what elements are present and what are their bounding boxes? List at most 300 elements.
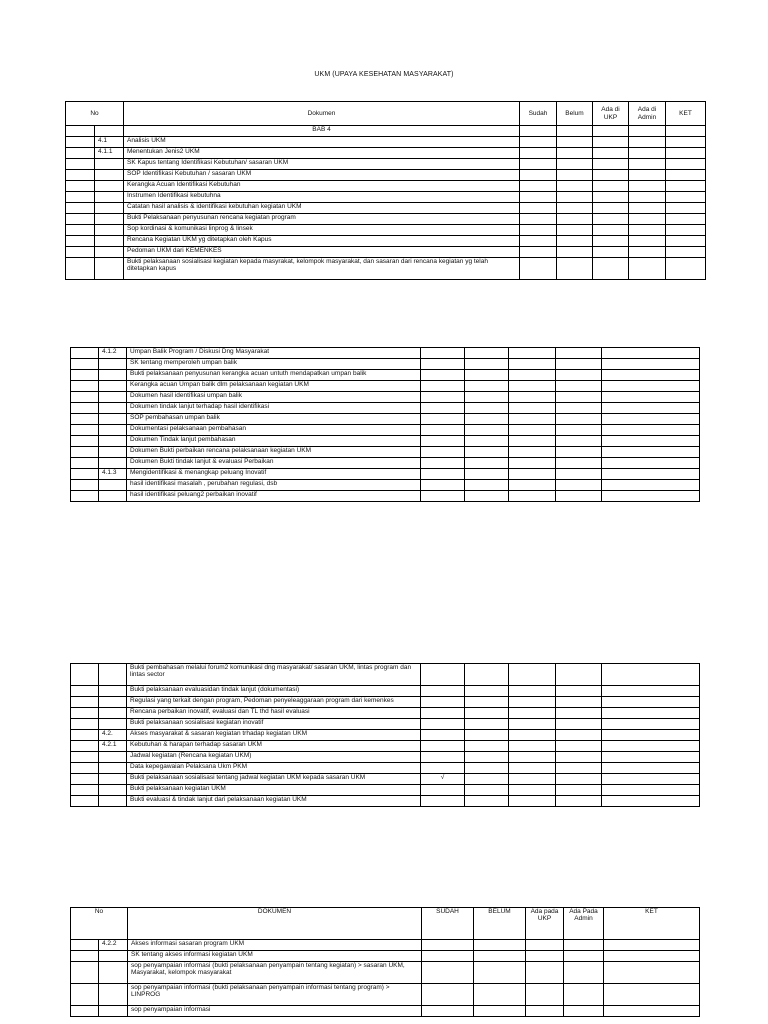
header-dokumen: Dokumen	[124, 102, 520, 126]
ket-cell	[602, 414, 700, 425]
ket-cell	[602, 403, 700, 414]
row-blank-cell	[66, 170, 95, 181]
belum-cell	[557, 247, 593, 258]
table-row	[71, 392, 700, 403]
row-number	[99, 984, 128, 1006]
row-number	[99, 359, 127, 370]
sudah-cell	[520, 159, 557, 170]
row-number	[99, 447, 127, 458]
table-row	[71, 940, 700, 951]
document-name: Menentukan Jenis2 UKM	[124, 148, 520, 159]
row-blank-cell	[66, 225, 95, 236]
row-blank-cell	[66, 192, 95, 203]
sudah-cell	[421, 664, 465, 686]
ada-ukp-cell	[593, 181, 629, 192]
sudah-cell	[422, 940, 474, 951]
row-blank-cell	[71, 392, 99, 403]
ada-admin-cell	[564, 984, 604, 1006]
ket-cell	[602, 436, 700, 447]
table-row	[71, 730, 700, 741]
row-number	[95, 247, 124, 258]
row-number	[99, 1006, 128, 1017]
row-blank-cell	[71, 403, 99, 414]
header-no: No	[66, 102, 124, 126]
row-blank-cell	[71, 763, 99, 774]
row-number	[95, 192, 124, 203]
sudah-cell	[520, 203, 557, 214]
header-belum: Belum	[557, 102, 593, 126]
sudah-cell	[520, 247, 557, 258]
sudah-cell	[422, 962, 474, 984]
row-blank-cell	[66, 181, 95, 192]
ada-admin-cell	[556, 741, 602, 752]
belum-cell	[465, 392, 509, 403]
row-blank-cell	[66, 258, 95, 280]
sudah-cell	[520, 225, 557, 236]
sudah-cell	[520, 126, 557, 137]
ada-ukp-cell	[509, 348, 556, 359]
row-number: 4.1.2	[99, 348, 127, 359]
row-blank-cell	[71, 436, 99, 447]
sudah-cell	[520, 137, 557, 148]
document-name: Bukti evaluasi & tindak lanjut dari pelaksanaan kegiatan UKM	[127, 796, 421, 807]
sudah-cell: √	[421, 774, 465, 785]
ket-cell	[602, 796, 700, 807]
sudah-cell	[421, 752, 465, 763]
ada-ukp-cell	[509, 719, 556, 730]
ada-admin-cell	[556, 414, 602, 425]
table-row	[66, 236, 706, 247]
ket-cell	[666, 203, 706, 214]
document-name: Kerangka Acuan Identifikasi Kebutuhan	[124, 181, 520, 192]
ada-ukp-cell	[593, 258, 629, 280]
ket-cell	[604, 1006, 700, 1017]
ket-cell	[666, 214, 706, 225]
table-row	[66, 181, 706, 192]
ada-ukp-cell	[593, 247, 629, 258]
row-number: 4.2.1	[99, 741, 127, 752]
ada-admin-cell	[629, 203, 666, 214]
header-ada-ukp: Ada di UKP	[593, 102, 629, 126]
ada-admin-cell	[556, 719, 602, 730]
belum-cell	[557, 225, 593, 236]
row-blank-cell	[71, 425, 99, 436]
document-name: sop penyampaian informasi (bukti pelaksanaan penyampain tentang kegiatan) > sasaran UKM, Masyarakat, kelompok masyarakat	[128, 962, 422, 984]
document-name: Dokumen Bukti perbaikan rencana pelaksanaan kegiatan UKM	[127, 447, 421, 458]
row-number	[99, 774, 127, 785]
ada-ukp-cell	[509, 774, 556, 785]
document-name: SK tentang memperoleh umpan balik	[127, 359, 421, 370]
document-name: Akses masyarakat & sasaran kegiatan trhadap kegiatan UKM	[127, 730, 421, 741]
ada-admin-cell	[556, 381, 602, 392]
table-row	[71, 414, 700, 425]
document-name: Dokumen Tindak lanjut pembahasan	[127, 436, 421, 447]
row-number: 4.2.	[99, 730, 127, 741]
row-number	[99, 381, 127, 392]
row-blank-cell	[66, 137, 95, 148]
ada-admin-cell	[629, 159, 666, 170]
belum-cell	[465, 664, 509, 686]
ket-cell	[602, 719, 700, 730]
row-number: 4.2.2	[99, 940, 128, 951]
table-row	[71, 381, 700, 392]
belum-cell	[474, 951, 526, 962]
row-blank-cell	[71, 708, 99, 719]
ada-admin-cell	[556, 458, 602, 469]
header-ada-ukp: Ada pada UKP	[526, 908, 564, 940]
ada-admin-cell	[556, 436, 602, 447]
document-name: SK Kapus tentang Identifikasi Kebutuhan/ sasaran UKM	[124, 159, 520, 170]
row-blank-cell	[71, 962, 99, 984]
ada-ukp-cell	[593, 236, 629, 247]
table-row	[71, 447, 700, 458]
table-row	[66, 214, 706, 225]
row-number	[99, 414, 127, 425]
ket-cell	[602, 763, 700, 774]
sudah-cell	[421, 447, 465, 458]
document-name: Kerangka acuan Umpan balik dlm pelaksanaan kegiatan UKM	[127, 381, 421, 392]
ket-cell	[602, 447, 700, 458]
document-name: Rencana perbaikan inovatif, evaluasi dan TL thd hasil evaluasi	[127, 708, 421, 719]
ada-admin-cell	[629, 170, 666, 181]
row-number	[99, 686, 127, 697]
ket-cell	[602, 774, 700, 785]
ada-admin-cell	[556, 469, 602, 480]
ada-ukp-cell	[509, 730, 556, 741]
row-number	[95, 170, 124, 181]
row-number	[99, 708, 127, 719]
row-number	[99, 752, 127, 763]
document-name: SK tentang akses informasi kegiatan UKM	[128, 951, 422, 962]
ket-cell	[666, 170, 706, 181]
row-number	[99, 436, 127, 447]
document-name: Bukti pembahasan melalui forum2 komunikasi dng masyarakat/ sasaran UKM, lintas program dan lintas sector	[127, 664, 421, 686]
row-number	[95, 225, 124, 236]
ket-cell	[602, 697, 700, 708]
ket-cell	[602, 469, 700, 480]
belum-cell	[557, 126, 593, 137]
row-number	[99, 480, 127, 491]
belum-cell	[465, 796, 509, 807]
table-row	[66, 159, 706, 170]
document-name: Bukti pelaksanaan evaluasidan tindak lanjut (dokumentasi)	[127, 686, 421, 697]
belum-cell	[465, 348, 509, 359]
row-blank-cell	[71, 774, 99, 785]
ada-admin-cell	[556, 697, 602, 708]
table-row	[71, 962, 700, 984]
belum-cell	[465, 730, 509, 741]
document-name: sop penyampaian informasi	[128, 1006, 422, 1017]
row-number	[99, 370, 127, 381]
table-row	[66, 192, 706, 203]
table-row	[71, 951, 700, 962]
sudah-cell	[421, 741, 465, 752]
document-name: Umpan Balik Program / Diskusi Dng Masyarakat	[127, 348, 421, 359]
ada-ukp-cell	[509, 480, 556, 491]
table-row	[71, 741, 700, 752]
ket-cell	[602, 708, 700, 719]
sudah-cell	[421, 796, 465, 807]
ada-ukp-cell	[509, 697, 556, 708]
belum-cell	[557, 137, 593, 148]
row-blank-cell	[71, 664, 99, 686]
belum-cell	[557, 203, 593, 214]
table-row	[71, 480, 700, 491]
sudah-cell	[421, 348, 465, 359]
sudah-cell	[520, 170, 557, 181]
sudah-cell	[421, 785, 465, 796]
document-name: Dokumen Bukti tindak lanjut & evaluasi Perbaikan	[127, 458, 421, 469]
ada-ukp-cell	[526, 951, 564, 962]
table-row	[71, 469, 700, 480]
table-row	[71, 403, 700, 414]
belum-cell	[465, 425, 509, 436]
row-blank-cell	[66, 203, 95, 214]
row-number: 4.1	[95, 137, 124, 148]
document-table-4	[70, 907, 700, 1017]
ada-admin-cell	[629, 192, 666, 203]
sudah-cell	[421, 436, 465, 447]
document-name: Bukti pelaksanaan kegiatan UKM	[127, 785, 421, 796]
row-blank-cell	[71, 370, 99, 381]
header-ada-admin: Ada Pada Admin	[564, 908, 604, 940]
ket-cell	[602, 491, 700, 502]
document-name: Jadwal kegiatan (Rencana kegiatan UKM)	[127, 752, 421, 763]
document-name: hasil identifikasi masalah , perubahan regulasi, dsb	[127, 480, 421, 491]
ada-ukp-cell	[509, 359, 556, 370]
ket-cell	[666, 258, 706, 280]
table-row	[71, 425, 700, 436]
ada-ukp-cell	[593, 203, 629, 214]
ket-cell	[604, 984, 700, 1006]
sudah-cell	[422, 951, 474, 962]
document-table-1	[65, 101, 706, 280]
belum-cell	[465, 381, 509, 392]
table-row	[71, 359, 700, 370]
document-name: Mengidentifikasi & menangkap peluang Inovatif	[127, 469, 421, 480]
ada-ukp-cell	[509, 785, 556, 796]
document-name: Bukti Pelaksanaan penyusunan rencana kegiatan program	[124, 214, 520, 225]
table-row	[71, 348, 700, 359]
sudah-cell	[421, 403, 465, 414]
ket-cell	[604, 951, 700, 962]
row-blank-cell	[71, 458, 99, 469]
ada-admin-cell	[556, 403, 602, 414]
table-row	[66, 170, 706, 181]
belum-cell	[465, 708, 509, 719]
ada-admin-cell	[629, 148, 666, 159]
belum-cell	[465, 686, 509, 697]
header-ket: KET	[604, 908, 700, 940]
ada-admin-cell	[629, 214, 666, 225]
document-name: hasil identifikasi peluang2 perbaikan inovatif	[127, 491, 421, 502]
row-blank-cell	[71, 796, 99, 807]
row-blank-cell	[71, 381, 99, 392]
document-name: sop penyampaian informasi (bukti pelaksanaan penyampain informasi tentang program) > LINPROG	[128, 984, 422, 1006]
document-name: Dokumen hasil identifikasi umpan balik	[127, 392, 421, 403]
row-number	[95, 126, 124, 137]
ada-ukp-cell	[509, 491, 556, 502]
sudah-cell	[421, 491, 465, 502]
sudah-cell	[421, 458, 465, 469]
ket-cell	[666, 148, 706, 159]
belum-cell	[557, 258, 593, 280]
header-no: No	[71, 908, 128, 940]
document-name: SOP pembahasan umpan balik	[127, 414, 421, 425]
belum-cell	[465, 752, 509, 763]
ket-cell	[602, 741, 700, 752]
document-name: Instrumen Identifikasi kebutuhna	[124, 192, 520, 203]
ada-admin-cell	[556, 348, 602, 359]
ada-admin-cell	[556, 664, 602, 686]
document-table-2	[70, 347, 700, 502]
belum-cell	[465, 359, 509, 370]
belum-cell	[465, 697, 509, 708]
belum-cell	[465, 403, 509, 414]
table-row	[66, 126, 706, 137]
sudah-cell	[421, 763, 465, 774]
document-name: Dokumen tindak lanjut terhadap hasil identifikasi	[127, 403, 421, 414]
ket-cell	[666, 181, 706, 192]
ada-admin-cell	[556, 730, 602, 741]
belum-cell	[465, 370, 509, 381]
ket-cell	[602, 480, 700, 491]
row-number	[99, 664, 127, 686]
row-number	[99, 697, 127, 708]
row-blank-cell	[71, 1006, 99, 1017]
sudah-cell	[520, 214, 557, 225]
ada-admin-cell	[556, 763, 602, 774]
ada-ukp-cell	[509, 403, 556, 414]
ada-admin-cell	[564, 962, 604, 984]
ada-ukp-cell	[593, 159, 629, 170]
document-name: Bukti pelaksanaan sosialisasi kegiatan kepada masyrakat, kelompok masyarakat, dan sasaran dari rencana kegiatan yg telah ditetapkan kapus	[124, 258, 520, 280]
table-row	[71, 1006, 700, 1017]
ada-ukp-cell	[509, 392, 556, 403]
belum-cell	[474, 940, 526, 951]
sudah-cell	[421, 359, 465, 370]
ada-admin-cell	[629, 181, 666, 192]
table-row	[71, 697, 700, 708]
ket-cell	[666, 192, 706, 203]
ada-ukp-cell	[526, 962, 564, 984]
header-belum: BELUM	[474, 908, 526, 940]
belum-cell	[557, 148, 593, 159]
row-number	[95, 236, 124, 247]
ada-admin-cell	[564, 951, 604, 962]
belum-cell	[465, 763, 509, 774]
row-blank-cell	[71, 951, 99, 962]
document-name: Akses informasi sasaran program UKM	[128, 940, 422, 951]
ada-admin-cell	[556, 480, 602, 491]
row-blank-cell	[66, 159, 95, 170]
sudah-cell	[421, 480, 465, 491]
ada-ukp-cell	[509, 763, 556, 774]
ada-admin-cell	[556, 491, 602, 502]
row-blank-cell	[71, 469, 99, 480]
sudah-cell	[422, 984, 474, 1006]
ada-admin-cell	[556, 796, 602, 807]
document-name: Rencana Kegiatan UKM yg ditetapkan oleh Kapus	[124, 236, 520, 247]
sudah-cell	[421, 469, 465, 480]
belum-cell	[465, 447, 509, 458]
table-row	[66, 247, 706, 258]
ada-admin-cell	[556, 686, 602, 697]
belum-cell	[557, 214, 593, 225]
ket-cell	[602, 664, 700, 686]
row-blank-cell	[71, 940, 99, 951]
sudah-cell	[520, 148, 557, 159]
ada-ukp-cell	[509, 436, 556, 447]
ket-cell	[666, 126, 706, 137]
ada-admin-cell	[556, 370, 602, 381]
sudah-cell	[421, 730, 465, 741]
ada-ukp-cell	[593, 148, 629, 159]
table-row	[66, 203, 706, 214]
document-name: Dokumentasi pelaksanaan pembahasan	[127, 425, 421, 436]
ada-ukp-cell	[509, 370, 556, 381]
ket-cell	[666, 247, 706, 258]
ket-cell	[666, 236, 706, 247]
row-blank-cell	[66, 236, 95, 247]
section-heading: BAB 4	[124, 126, 520, 137]
sudah-cell	[520, 192, 557, 203]
header-ada-admin: Ada di Admin	[629, 102, 666, 126]
ada-ukp-cell	[509, 381, 556, 392]
sudah-cell	[421, 392, 465, 403]
ada-admin-cell	[556, 392, 602, 403]
row-number	[99, 392, 127, 403]
sudah-cell	[421, 414, 465, 425]
page-title: UKM (UPAYA KESEHATAN MASYARAKAT)	[314, 71, 454, 78]
row-blank-cell	[66, 214, 95, 225]
document-name: Pedoman UKM dari KEMENKES	[124, 247, 520, 258]
sudah-cell	[520, 181, 557, 192]
ada-admin-cell	[629, 225, 666, 236]
ada-ukp-cell	[509, 447, 556, 458]
ket-cell	[602, 458, 700, 469]
row-blank-cell	[71, 730, 99, 741]
ada-admin-cell	[556, 785, 602, 796]
row-blank-cell	[71, 491, 99, 502]
belum-cell	[465, 436, 509, 447]
ket-cell	[602, 425, 700, 436]
table-row	[71, 719, 700, 730]
row-blank-cell	[71, 447, 99, 458]
ada-ukp-cell	[509, 741, 556, 752]
ket-cell	[666, 137, 706, 148]
ada-admin-cell	[629, 236, 666, 247]
row-blank-cell	[71, 719, 99, 730]
row-blank-cell	[71, 686, 99, 697]
ada-admin-cell	[564, 940, 604, 951]
belum-cell	[474, 1006, 526, 1017]
ket-cell	[666, 225, 706, 236]
table-row	[66, 137, 706, 148]
row-blank-cell	[71, 348, 99, 359]
table-row	[71, 458, 700, 469]
document-table-3	[70, 663, 700, 807]
ada-admin-cell	[556, 752, 602, 763]
belum-cell	[557, 192, 593, 203]
row-blank-cell	[71, 414, 99, 425]
row-blank-cell	[71, 697, 99, 708]
row-number	[99, 458, 127, 469]
belum-cell	[474, 962, 526, 984]
ada-ukp-cell	[526, 1006, 564, 1017]
table-row	[66, 148, 706, 159]
document-name: Regulasi yang terkait dengan program, Pedoman penyeleaggaraan program dari kemenkes	[127, 697, 421, 708]
